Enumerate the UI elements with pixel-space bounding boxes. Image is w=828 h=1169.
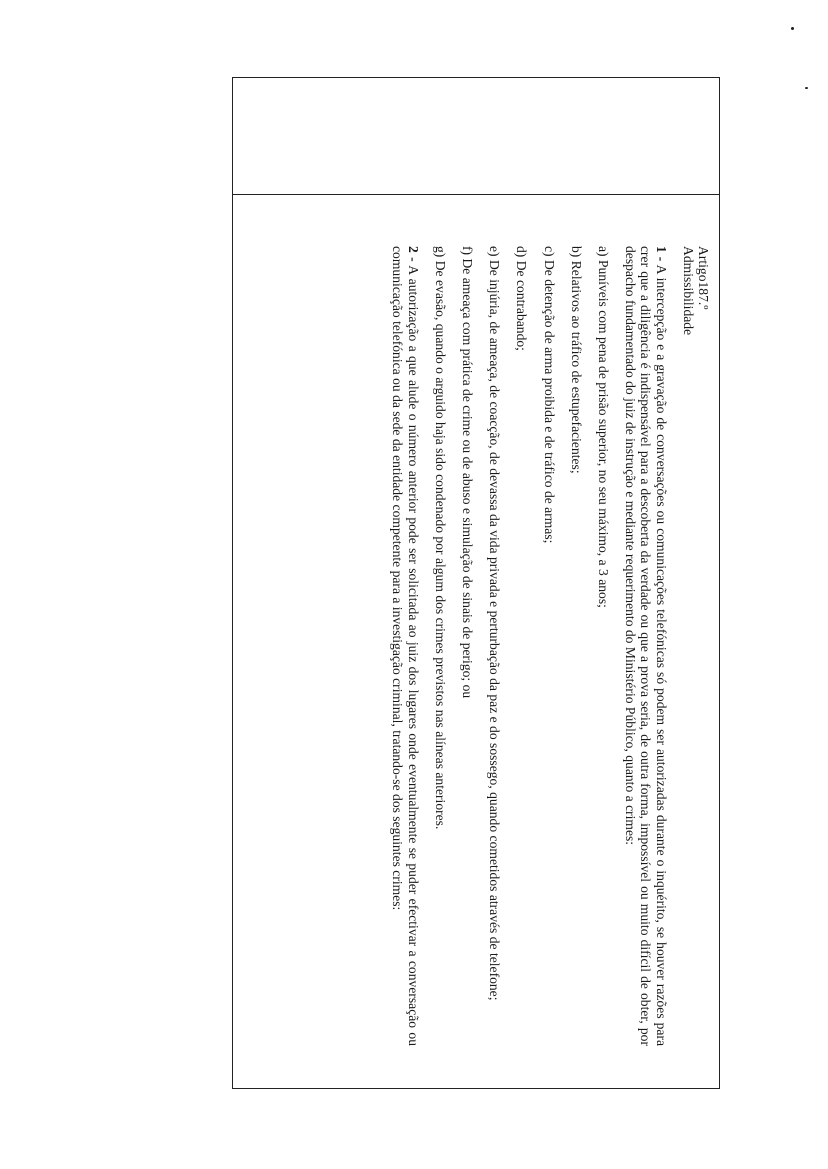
item-letter: e) — [487, 246, 503, 257]
empty-header-cell — [233, 78, 349, 1090]
article-body — [351, 246, 711, 1046]
list-item — [487, 246, 502, 1046]
list-item — [569, 246, 584, 1046]
item-letter: a) — [595, 246, 611, 257]
item-text: De contrabando; — [514, 260, 530, 351]
paragraph-1-number: 1 - — [653, 246, 669, 262]
scan-speck — [791, 27, 794, 30]
item-text: De detenção de arma proibida e de tráfico de armas; — [541, 259, 557, 544]
item-letter: d) — [514, 246, 530, 258]
paragraph-1 — [623, 246, 669, 1046]
paragraph-2-text: A autorização a que alude o número anterior pode ser solicitada ao juiz dos lugares onde eventualmente se puder efectivar a conversação ou comunicação telefónica ou da sede da entidade competente para a investigação criminal, tratando-se dos seguintes crimes: — [390, 246, 421, 1046]
list-item — [433, 246, 448, 1046]
paragraph-1-text: A intercepção e a gravação de conversações ou comunicações telefónicas só podem ser autorizadas durante o inquérito, se houver razões para crer que a diligência é indispensável para a descoberta da verdade ou que a prova seria, de outra forma, impossível ou muito difícil de obter, por despacho fundamentado do juiz de instrução e mediante requerimento do Ministério Público, quanto a crimes: — [623, 246, 669, 1047]
paragraph-2 — [390, 246, 420, 1046]
paragraph-2-number: 2 - — [405, 246, 421, 262]
article-title: Artigo187.º — [696, 246, 711, 310]
article-subtitle: Admissibilidade — [680, 246, 696, 336]
rotated-content — [233, 78, 721, 1090]
item-text: Puníveis com pena de prisão superior, no seu máximo, a 3 anos; — [595, 259, 611, 608]
document-frame — [232, 77, 720, 1089]
item-text: De injúria, de ameaça, de coacção, de devassa da vida privada e perturbação da paz e do sossego, quando cometidos através de telefone; — [487, 259, 503, 1001]
item-text: Relativos ao tráfico de estupefacientes; — [568, 260, 584, 474]
list-item — [514, 246, 529, 1046]
list-item — [460, 246, 475, 1046]
item-letter: g) — [432, 246, 448, 258]
item-text: De evasão, quando o arguido haja sido condenado por algum dos crimes previstos nas alíneas anteriores. — [432, 260, 448, 830]
item-letter: c) — [541, 246, 557, 257]
scan-speck — [805, 87, 808, 89]
item-letter: f) — [459, 246, 475, 256]
list-item — [541, 246, 556, 1046]
list-item — [596, 246, 611, 1046]
item-letter: b) — [568, 246, 584, 258]
item-text: De ameaça com prática de crime ou de abuso e simulação de sinais de perigo; ou — [459, 258, 475, 699]
